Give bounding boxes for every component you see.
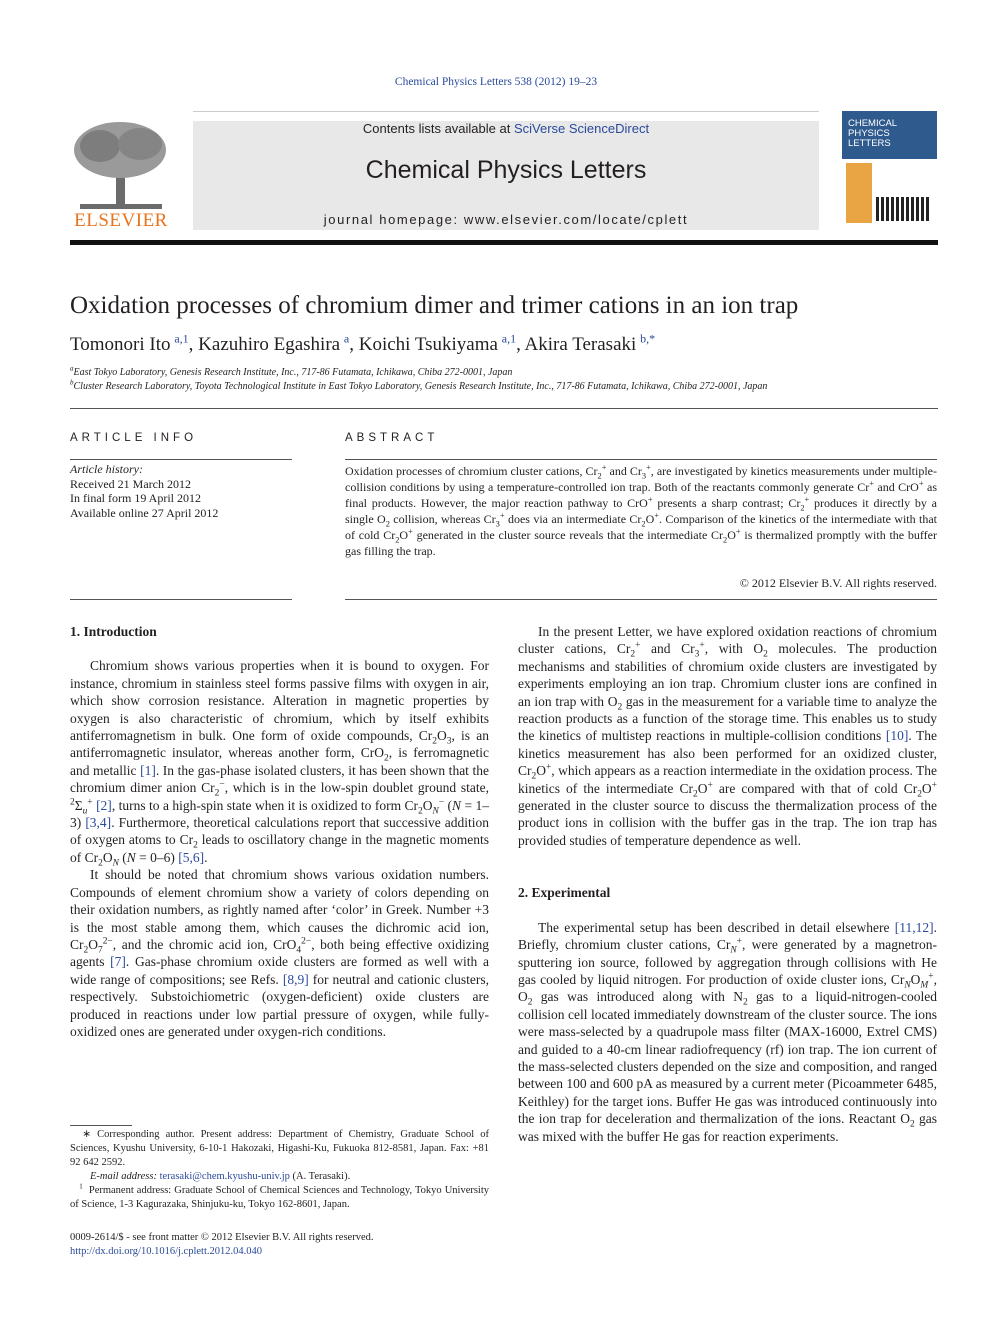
article-info-bottom-rule — [70, 599, 292, 600]
left-column — [70, 623, 489, 1040]
footnotes — [70, 1128, 489, 1212]
author-affil-mark[interactable]: a,1 — [501, 331, 517, 346]
author-affil-mark[interactable]: b,* — [640, 331, 656, 346]
article-title: Oxidation processes of chromium dimer and trimer cations in an ion trap — [70, 292, 799, 319]
email-footnote — [90, 1170, 489, 1184]
author-name: Tomonori Ito — [70, 334, 171, 355]
copyright-line: © 2012 Elsevier B.V. All rights reserved. — [739, 576, 937, 590]
corresponding-text: Corresponding author. Present address: Department of Chemistry, Graduate School of Sciences, Kyushu University, 6-10-1 Hakozaki, Higashi-Ku, Fukuoka 812-8581, Japan. Fax: +81 92 642 2592. — [70, 1129, 489, 1168]
author-name: Kazuhiro Egashira — [198, 334, 341, 355]
abstract-rule — [345, 459, 937, 460]
abstract-bottom-rule — [345, 599, 937, 600]
author-affil-mark[interactable]: a — [343, 331, 350, 346]
revised-date: In final form 19 April 2012 — [70, 491, 201, 505]
intro-paragraph: Chromium shows various properties when it is bound to oxygen. For instance, chromium in stainless steel forms passive films with oxygen in air, which show corrosion resistance. Alteration in magnetic properties by oxygen is also characteristic of chromium, which by itself exhibits antiferromagnetism in bulk. One form of oxide compounds, $Cr_2O_3$, is an antiferromagnetic insulator, whereas another form, CrO$_2$, is ferromagnetic and metallic [1]. In the gas-phase isolated clusters, it has been shown that the chromium dimer anion $Cr_2^-$, which is in the low-spin doublet ground state, $^2\Sigma_u^+$ [2], turns to a high-spin state when it is oxidized to form $Cr_2O_N^-$ (N = 1–3) [3,4]. Furthermore, theoretical calculations report that successive addition of oxygen atoms to $Cr_2$ leads to oscillatory change in the magnetic moments of $Cr_2O_N$ (N = 0–6) [5,6]. — [70, 658, 490, 869]
journal-reference[interactable]: Chemical Physics Letters 538 (2012) 19–23 — [394, 76, 598, 88]
abstract-heading: ABSTRACT — [345, 432, 439, 444]
corresponding-footnote: ∗ Corresponding author. Present address: Department of Chemistry, Graduate School of Sciences, Kyushu University, 6-10-1 Hakozaki, Higashi-Ku, Fukuoka 812-8581, Japan. Fax: +81 92 642 2592. — [70, 1129, 489, 1168]
journal-homepage[interactable]: journal homepage: www.elsevier.com/locate/cplett — [323, 212, 689, 227]
email-link[interactable]: terasaki@chem.kyushu-univ.jp — [159, 1171, 290, 1182]
affiliation-a — [70, 364, 513, 378]
front-matter-footer — [70, 1231, 373, 1259]
author-name: Koichi Tsukiyama — [358, 334, 498, 355]
affiliation-rule — [70, 408, 938, 409]
journal-name: Chemical Physics Letters — [365, 156, 647, 184]
contents-prefix: Contents lists available at — [362, 121, 514, 136]
intro-heading: 1. Introduction — [70, 624, 157, 639]
article-info-rule — [70, 459, 292, 460]
sciencedirect-link[interactable]: SciVerse ScienceDirect — [513, 121, 650, 136]
online-date: Available online 27 April 2012 — [70, 505, 219, 520]
author-affil-mark[interactable]: a,1 — [174, 331, 189, 346]
experimental-heading: 2. Experimental — [518, 885, 611, 901]
elsevier-wordmark: ELSEVIER — [74, 210, 168, 231]
article-history — [70, 462, 218, 520]
permanent-text: Permanent address: Graduate School of Chemical Sciences and Technology, Tokyo University of Science, 1-3 Kagurazaka, Shinjuku-ku, Tokyo 162-8601, Japan. — [70, 1185, 490, 1210]
author-name: Akira Terasaki — [524, 334, 637, 355]
journal-cover-image — [842, 111, 937, 230]
cover-title: CHEMICAL PHYSICS LETTERS — [848, 118, 897, 149]
experimental-paragraph: The experimental setup has been described in detail elsewhere [11,12]. Briefly, chromium cluster cations, $Cr_N^+$, were generated by a magnetron-sputtering ion source, followed by aggregation through collisions with He gas cooled by liquid nitrogen. For production of oxide cluster ions, $Cr_NO_M^+$, $O_2$ gas was introduced along with $N_2$ gas to a liquid-nitrogen-cooled collision cell located immediately downstream of the cluster source. The ions were mass-selected by a quadrupole mass filter (MAX-16000, Extrel CMS) and guided to a 40-cm linear radiofrequency (rf) ion trap. The ion current of the mass-selected clusters depended on the size and composition, and ranged between 100 and 600 pA as measured by a current meter (Picoammeter 6485, Keithley) for the target ions. Buffer He gas was introduced continuously into the ion trap for deceleration and thermalization of the ions. Reactant $O_2$ gas was mixed with the buffer He gas for reaction experiments. — [518, 919, 937, 1144]
contents-line — [193, 121, 819, 136]
affiliation-text: Cluster Research Laboratory, Toyota Technological Institute in East Tokyo Laboratory, Genesis Research Institute, Inc., 717-86 Futamata, Ichikawa, Chiba 272-0001, Japan — [73, 381, 768, 392]
received-date: Received 21 March 2012 — [70, 476, 191, 491]
history-label: Article history: — [70, 462, 143, 476]
abstract-text: Oxidation processes of chromium cluster cations, $Cr_2^+$ and $Cr_3^+$, are investigated by kinetics measurements under multiple-collision conditions by using a temperature-controlled ion trap. Both of the reactants commonly generate Cr+ and CrO+ as final products. However, the major reaction pathway to CrO+ presents a sharp contrast; $Cr_2^+$ produces it directly by a single $O_2$ collision, whereas $Cr_3^+$ does via an intermediate $Cr_2O^+$. Comparison of the kinetics of the intermediate with that of cold $Cr_2O^+$ generated in the cluster source reveals that the intermediate $Cr_2O^+$ is thermalized promptly with the buffer gas filling the trap. — [345, 463, 938, 558]
affiliation-mark: a — [70, 364, 74, 373]
affiliation-text: East Tokyo Laboratory, Genesis Research Institute, Inc., 717-86 Futamata, Ichikawa, Chiba 272-0001, Japan — [73, 367, 513, 378]
intro-paragraph: In the present Letter, we have explored oxidation reactions of chromium cluster cations, $Cr_2^+$ and $Cr_3^+$, with $O_2$ molecules. The production mechanisms and stabilities of chromium oxide clusters are investigated by experiments employing an ion trap. Chromium cluster ions are confined in an ion trap with $O_2$ gas in the measurement for a variable time to analyze the reaction products as a function of the storage time. This enables us to study the kinetics of multistep reactions in multiple-collision conditions [10]. The kinetics measurement has also been performed for an oxidized cluster, $Cr_2O^+$, which appears as a reaction intermediate in the oxidation process. The kinetics of the intermediate $Cr_2O^+$ are compared with that of cold $Cr_2O^+$ generated in the cluster source to discuss the thermalization process of the product ions in collision with the buffer gas in the trap. The ion trap has provided studies of temperature dependence as well. — [518, 624, 938, 848]
article-info-heading: ARTICLE INFO — [70, 432, 198, 444]
header-top-rule — [193, 111, 819, 112]
intro-paragraph: It should be noted that chromium shows various oxidation numbers. Compounds of element chromium show a variety of colors depending on their oxidation numbers, as rightly named after ‘color’ in Greek. Number +3 is the most stable among them, which causes the dichromic acid ion, $Cr_2O_7^{2-}$, and the chromic acid ion, CrO$_4^{2-}$, both being effective oxidizing agents [7]. Gas-phase chromium oxide clusters are formed as well with a wide range of compositions; see Refs. [8,9] for neutral and cationic clusters, respectively. Substoichiometric (oxygen-deficient) oxide clusters are produced in reactions under low partial pressure of oxygen, while fully-oxidized ones are generated under oxygen-rich conditions. — [70, 867, 489, 1039]
footnote-rule — [70, 1125, 132, 1126]
header-thick-rule — [70, 240, 938, 245]
author-list: Tomonori Ito $^{a,1}$, Kazuhiro Egashira $^a$, Koichi Tsukiyama $^{a,1}$, Akira Terasaki $^{b,*}$ — [70, 331, 656, 355]
doi-link[interactable]: http://dx.doi.org/10.1016/j.cplett.2012.04.040 — [70, 1246, 263, 1257]
permanent-address-footnote: $^1$ Permanent address: Graduate School of Chemical Sciences and Technology, Tokyo University of Science, 1-3 Kagurazaka, Shinjuku-ku, Tokyo 162-8601, Japan. — [70, 1181, 490, 1210]
right-column — [518, 623, 937, 1145]
issn-line: 0009-2614/$ - see front matter © 2012 Elsevier B.V. All rights reserved. — [70, 1232, 374, 1243]
affiliation-mark: b — [70, 378, 74, 387]
email-label: E-mail address: — [90, 1171, 157, 1182]
email-name: (A. Terasaki). — [292, 1171, 351, 1182]
affiliation-b — [70, 378, 768, 392]
